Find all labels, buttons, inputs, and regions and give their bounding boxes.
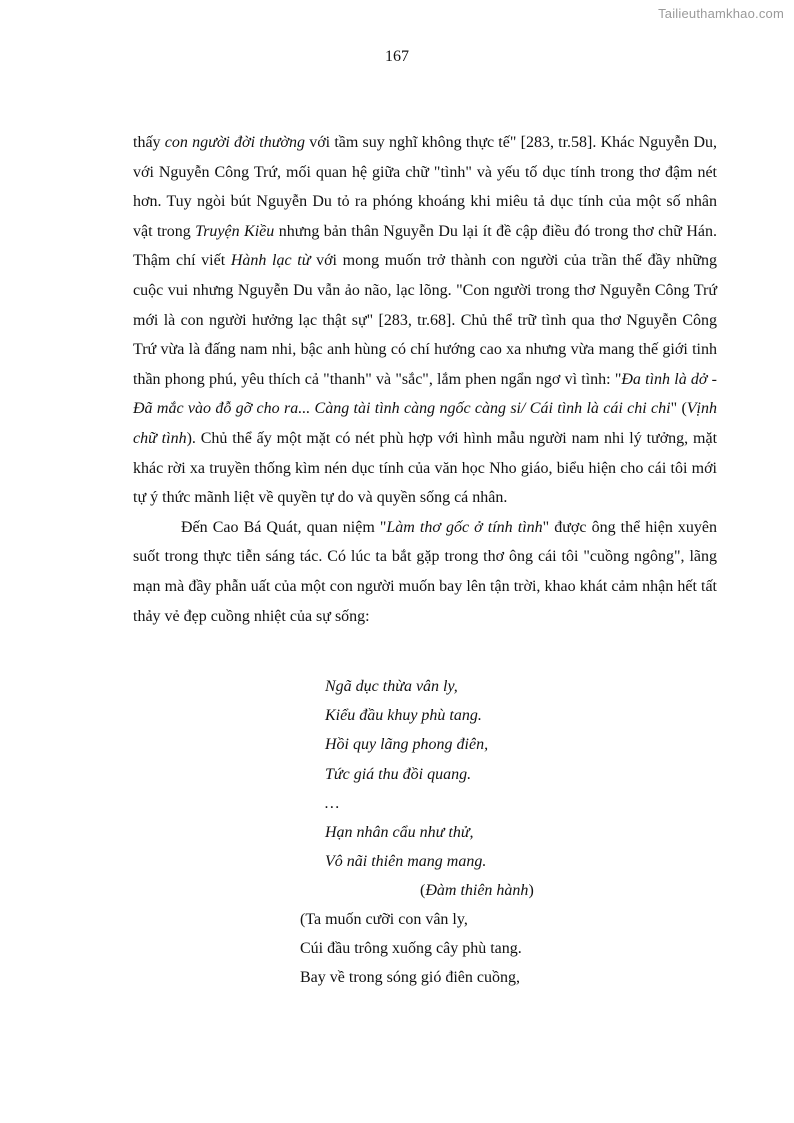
- source-close-paren: ): [528, 882, 534, 900]
- italic-text-run: Truyện Kiều: [195, 222, 275, 240]
- translation-line: (Ta muốn cưỡi con vân ly,: [300, 911, 468, 928]
- paragraph-2: [133, 513, 717, 631]
- poem-line: Ngã dục thừa vân ly,: [325, 678, 458, 695]
- italic-text-run: Vịnh chữ tình: [133, 400, 717, 447]
- poem-source: [325, 876, 534, 905]
- text-run: ). Chủ thể ấy một mặt có nét phù hợp với hình mẫu người nam nhi lý tưởng, mặt khác rời xa truyền thống kìm nén dục tính của văn học Nho giáo, biểu hiện cho cái tôi mới tự ý thức mãnh liệt về quyền tự do và quyền sống cá nhân.: [133, 429, 718, 507]
- poem-original: [325, 672, 534, 906]
- page-number: 167: [385, 48, 409, 65]
- poem-line: Tức giá thu đồi quang.: [325, 765, 472, 783]
- watermark: Tailieuthamkhao.com: [658, 6, 784, 21]
- paragraph-1: [133, 128, 717, 513]
- italic-text-run: Đa tình là dở - Đã mắc vào đỗ gỡ cho ra... Càng tài tình càng ngốc càng si/ Cái tình là cái chi chi: [133, 370, 718, 418]
- source-open-paren: (: [420, 882, 426, 900]
- body-text: [133, 128, 717, 631]
- translation-line: Cúi đầu trông xuống cây phù tang.: [300, 940, 522, 958]
- poem-translation: [300, 905, 522, 993]
- text-run: Đến Cao Bá Quát, quan niệm ": [181, 518, 387, 536]
- source-title: Đàm thiên hành: [425, 882, 529, 900]
- text-run: thấy: [133, 134, 165, 151]
- italic-text-run: Làm thơ gốc ở tính tình: [386, 518, 543, 536]
- poem-line: Vô nãi thiên mang mang.: [325, 853, 487, 871]
- italic-text-run: Hành lạc từ: [230, 252, 311, 270]
- poem-line: Hạn nhân cẩu như thử,: [325, 824, 474, 842]
- poem-line: Hồi quy lãng phong điên,: [325, 736, 489, 754]
- text-run: nhưng bản thân Nguyễn Du lại ít đề cập điều đó trong thơ chữ Hán. Thậm chí viết: [133, 222, 717, 270]
- poem-line: Kiểu đầu khuy phù tang.: [325, 707, 482, 725]
- text-run: " được ông thể hiện xuyên suốt trong thực tiễn sáng tác. Có lúc ta bắt gặp trong thơ ông cái tôi "cuồng ngông", lãng mạn mà đầy phẫn uất của một con người muốn bay lên tận trời, khao khát cảm nhận hết tất thảy vẻ đẹp cuồng nhiệt của sự sống:: [133, 518, 718, 625]
- poem-ellipsis: …: [325, 794, 340, 812]
- text-run: với tầm suy nghĩ không thực tế" [283, tr.58]. Khác Nguyễn Du, với Nguyễn Công Trứ, mối quan hệ giữa chữ "tình" và yếu tố dục tính trong thơ đậm nét hơn. Tuy ngòi bút Nguyễn Du tỏ ra phóng khoáng khi miêu tả dục tính của một số nhân vật trong: [133, 134, 718, 240]
- text-run: " (: [670, 400, 687, 418]
- text-run: với mong muốn trở thành con người của trần thế đầy những cuộc vui nhưng Nguyễn Du vẫn ảo não, lạc lõng. "Con người trong thơ Nguyễn Công Trứ mới là con người hưởng lạc thật sự" [283, tr.68]. Chủ thể trữ tình qua thơ Nguyễn Công Trứ vừa là đấng nam nhi, bậc anh hùng có chí hướng cao xa nhưng vừa mang thế giới tinh thần phong phú, yêu thích cả "thanh" và "sắc", lắm phen ngẩn ngơ vì tình: ": [133, 252, 718, 388]
- translation-line: Bay về trong sóng gió điên cuồng,: [300, 969, 520, 987]
- italic-text-run: con người đời thường: [164, 134, 305, 151]
